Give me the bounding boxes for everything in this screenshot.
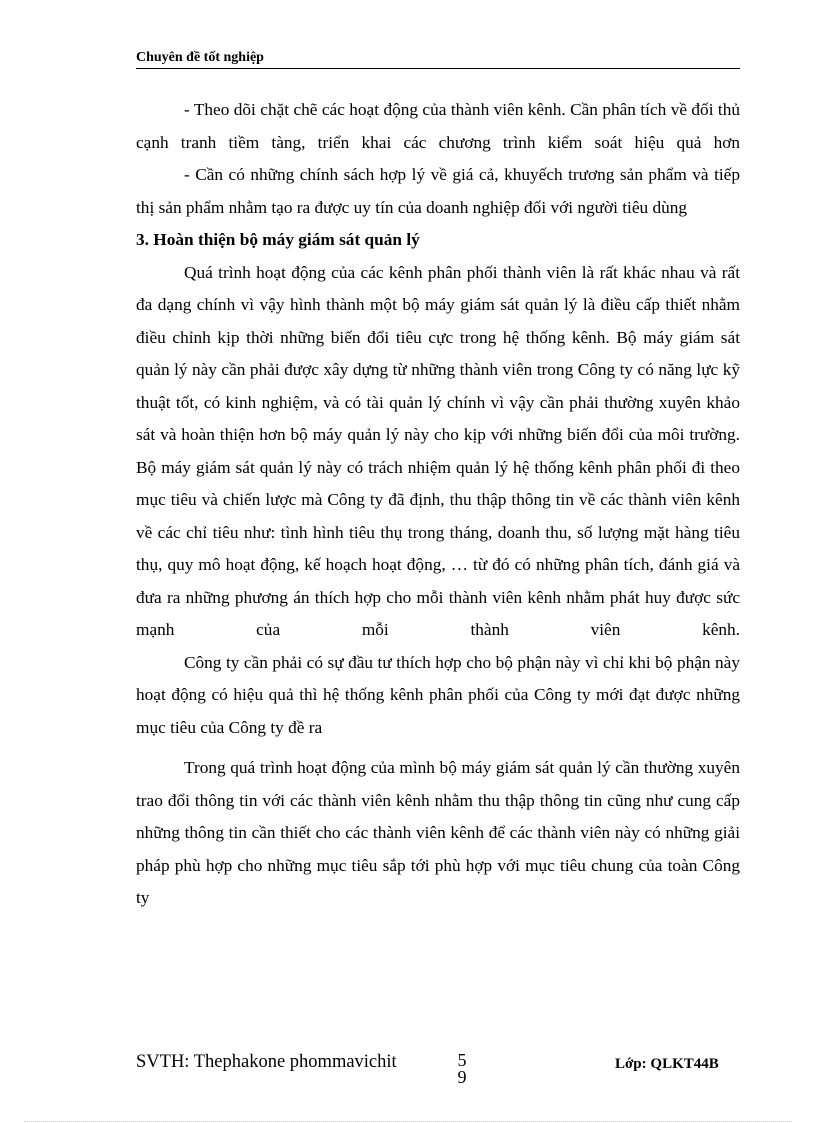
header-title: Chuyên đề tốt nghiệp (136, 50, 264, 65)
page-number-top: 5 (457, 1050, 467, 1070)
paragraph-investment: Công ty cần phải có sự đầu tư thích hợp cho bộ phận này vì chỉ khi bộ phận này hoạt động có hiệu quả thì hệ thống kênh phân phối của Công ty mới đạt được những mục tiêu của Công ty đề ra (136, 652, 740, 737)
page-number-bottom: 9 (457, 1067, 467, 1087)
section-heading (136, 224, 740, 257)
paragraph-monitoring: - Theo dõi chặt chẽ các hoạt động của thành viên kênh. Cần phân tích về đối thủ cạnh tranh tiềm tàng, triển khai các chương trình kiểm soát hiệu quả hơn (136, 100, 740, 152)
section-number: 3. (136, 230, 149, 249)
section-title: Hoàn thiện bộ máy giám sát quản lý (153, 230, 420, 249)
page-bottom-divider (24, 1121, 792, 1122)
footer-student: SVTH: Thephakone phommavichit (136, 1052, 397, 1072)
page-header (136, 50, 740, 69)
paragraph-information-exchange: Trong quá trình hoạt động của mình bộ máy giám sát quản lý cần thường xuyên trao đổi thông tin với các thành viên kênh nhằm thu thập thông tin cũng như cung cấp những thông tin cần thiết cho các thành viên kênh để các thành viên này có những giải pháp phù hợp cho những mục tiêu sắp tới phù hợp với mục tiêu chung của toàn Công ty (136, 758, 740, 907)
page-number (452, 1052, 472, 1086)
footer-class: Lớp: QLKT44B (615, 1056, 719, 1072)
document-body (136, 94, 740, 915)
paragraph-pricing-policy: - Cần có những chính sách hợp lý về giá cả, khuyếch trương sản phẩm và tiếp thị sản phẩm nhằm tạo ra được uy tín của doanh nghiệp đối với người tiêu dùng (136, 165, 740, 217)
paragraph-supervision: Quá trình hoạt động của các kênh phân phối thành viên là rất khác nhau và rất đa dạng chính vì vậy hình thành một bộ máy giám sát quản lý là điều cấp thiết nhằm điều chỉnh kịp thời những biến đổi tiêu cực trong hệ thống kênh. Bộ máy giám sát quản lý này cần phải được xây dựng từ những thành viên trong Công ty có năng lực kỹ thuật tốt, có kinh nghiệm, và có tài quản lý chính vì vậy cần phải thường xuyên khảo sát và hoàn thiện hơn bộ máy quản lý này cho kịp với những biến đổi của môi trường. Bộ máy giám sát quản lý này có trách nhiệm quản lý hệ thống kênh phân phối đi theo mục tiêu và chiến lược mà Công ty đã định, thu thập thông tin về các thành viên kênh về các chỉ tiêu như: tình hình tiêu thụ trong tháng, doanh thu, số lượng mặt hàng tiêu thụ, quy mô hoạt động, kế hoạch hoạt động, … từ đó có những phân tích, đánh giá và đưa ra những phương án thích hợp cho mỗi thành viên kênh nhằm phát huy được sức mạnh của mỗi thành viên kênh. (136, 262, 740, 639)
